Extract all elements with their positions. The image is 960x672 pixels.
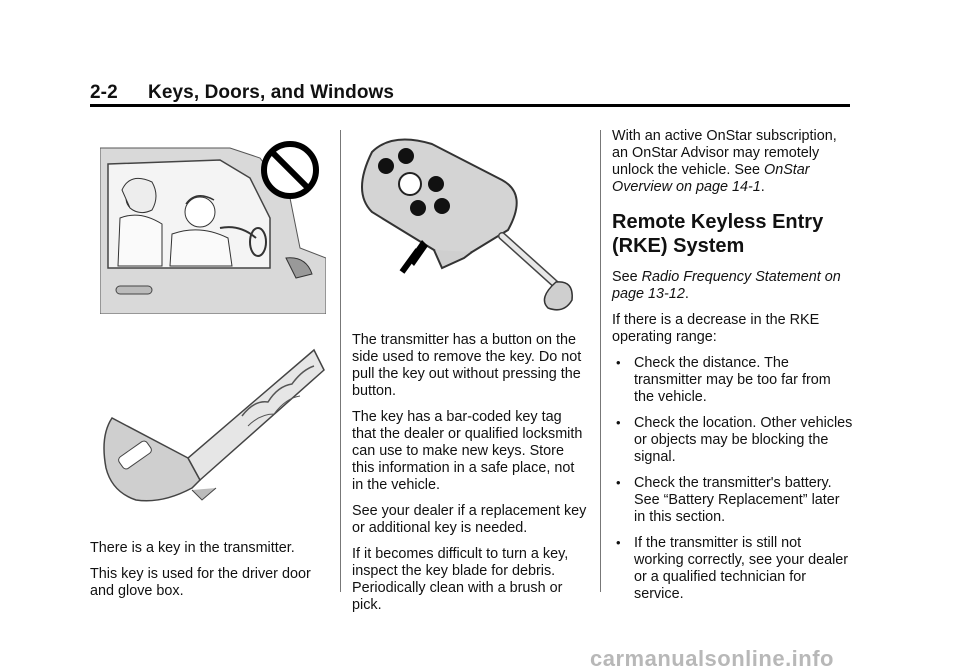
key-blade-illustration bbox=[92, 340, 332, 510]
column-1 bbox=[90, 540, 326, 609]
see-prefix: See bbox=[612, 269, 642, 285]
replacement-key-paragraph: See your dealer if a replacement key or additional key is needed. bbox=[352, 503, 587, 536]
key-tag-paragraph: The key has a bar-coded key tag that the dealer or qualified locksmith can use to make new keys. Store this information in a safe place, not in the vehicle. bbox=[352, 409, 583, 493]
chapter-title: Keys, Doors, and Windows bbox=[148, 82, 395, 103]
rke-section-heading: Remote Keyless Entry (RKE) System bbox=[612, 211, 824, 257]
key-usage-paragraph: This key is used for the driver door and glove box. bbox=[90, 566, 311, 599]
list-item: • Check the distance. The transmitter may be too far from the vehicle. bbox=[612, 355, 854, 406]
see-end: . bbox=[684, 286, 689, 302]
page-number: 2-2 bbox=[90, 82, 118, 103]
column-divider-right bbox=[600, 130, 601, 592]
radio-frequency-paragraph bbox=[612, 269, 854, 303]
transmitter-button-paragraph: The transmitter has a button on the side used to remove the key. Do not pull the key out without pressing the button. bbox=[352, 332, 582, 399]
list-item: • Check the transmitter's battery. See “Battery Replacement” later in this section. bbox=[612, 475, 854, 526]
children-in-car-illustration bbox=[100, 138, 326, 314]
list-item: • Check the location. Other vehicles or objects may be blocking the signal. bbox=[612, 415, 854, 466]
column-3 bbox=[612, 128, 854, 612]
list-item: • If the transmitter is still not working correctly, see your dealer or a qualified technician for service. bbox=[612, 535, 854, 603]
radio-frequency-reference-link[interactable]: Radio Frequency Statement on page 13-12 bbox=[612, 269, 841, 302]
range-checklist bbox=[612, 355, 854, 603]
range-intro-paragraph: If there is a decrease in the RKE operating range: bbox=[612, 312, 820, 345]
transmitter-fob-illustration bbox=[352, 132, 592, 324]
column-2 bbox=[352, 332, 588, 623]
onstar-text: With an active OnStar subscription, an OnStar Advisor may remotely unlock the vehicle. See bbox=[612, 128, 837, 178]
onstar-end: . bbox=[760, 179, 765, 195]
key-in-transmitter-paragraph: There is a key in the transmitter. bbox=[90, 540, 295, 556]
onstar-paragraph bbox=[612, 128, 854, 196]
page-header bbox=[90, 82, 850, 104]
key-cleaning-paragraph: If it becomes difficult to turn a key, inspect the key blade for debris. Periodically clean with a brush or pick. bbox=[352, 546, 569, 613]
column-divider-left bbox=[340, 130, 341, 592]
watermark: carmanualsonline.info bbox=[590, 646, 834, 671]
onstar-reference-link[interactable]: OnStar Overview on page 14-1 bbox=[612, 162, 810, 195]
header-rule bbox=[90, 104, 850, 107]
